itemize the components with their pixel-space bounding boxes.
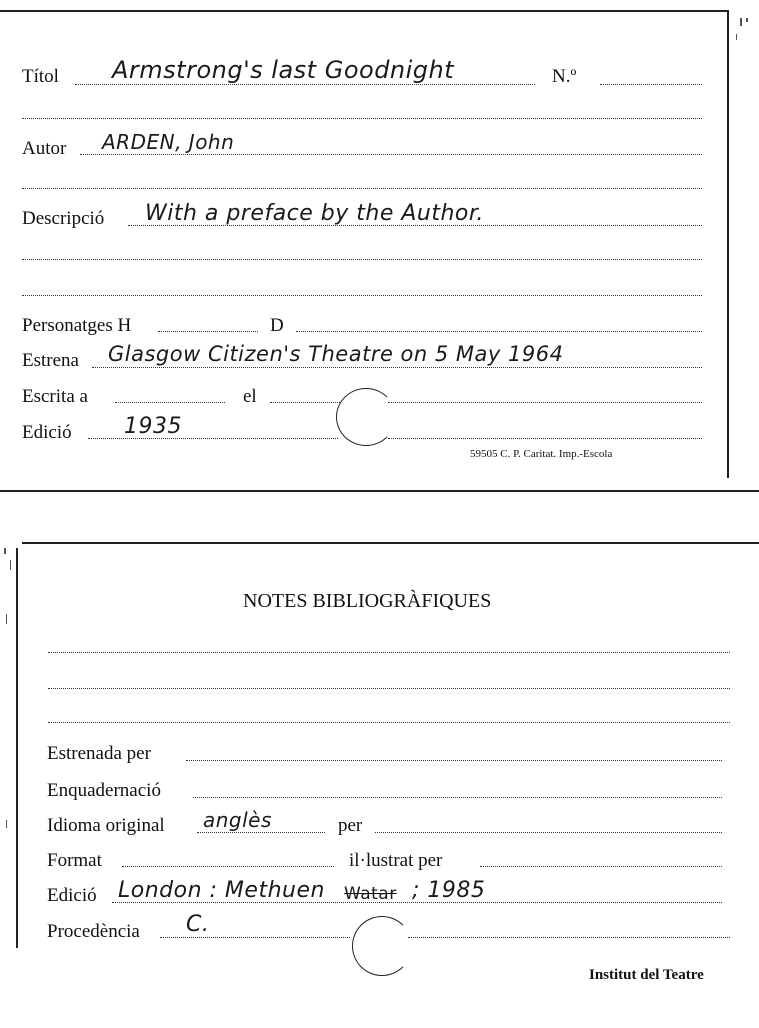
title-label: Títol (22, 66, 59, 87)
scan-speck (740, 18, 742, 26)
provenance-value: C. (186, 912, 210, 937)
edition2-value: London : Methuen (118, 878, 325, 903)
scan-speck (10, 560, 11, 570)
written-on-line (270, 402, 340, 403)
card1-top-border (0, 10, 728, 12)
description-value: With a preface by the Author. (145, 201, 484, 226)
illustrated-line (480, 866, 722, 867)
written-label: Escrita a (22, 386, 88, 407)
number-label: N.º (552, 66, 577, 87)
premiered-by-line (186, 760, 722, 761)
blank-line-2 (22, 188, 702, 189)
edition-value: 1935 (124, 414, 182, 439)
edition-label: Edició (22, 422, 72, 443)
premiered-by-label: Estrenada per (47, 743, 151, 764)
blank-line-3 (22, 259, 702, 260)
original-language-line (197, 832, 325, 833)
blank-line-1 (22, 118, 702, 119)
characters-h-label: Personatges H (22, 315, 132, 336)
illustrated-label: il·lustrat per (349, 850, 443, 871)
punch-hole-1 (336, 388, 396, 446)
card1-right-border (727, 10, 729, 478)
notes-line-2 (48, 688, 730, 689)
author-label: Autor (22, 138, 67, 159)
title-value: Armstrong's last Goodnight (112, 56, 455, 84)
printer-imprint: 59505 C. P. Caritat. Imp.-Escola (470, 448, 613, 460)
punch-hole-2 (352, 916, 412, 976)
original-language-value: anglès (203, 808, 272, 832)
scan-speck (736, 34, 737, 40)
provenance-line-2 (408, 937, 730, 938)
card1-bottom-border (0, 490, 759, 492)
binding-label: Enquadernació (47, 780, 161, 801)
written-on-line-2 (388, 402, 702, 403)
characters-d-label: D (270, 315, 284, 336)
card2-left-border (16, 548, 18, 948)
notes-heading: NOTES BIBLIOGRÀFIQUES (243, 590, 492, 612)
description-label: Descripció (22, 208, 105, 229)
institution-stamp: Institut del Teatre (589, 967, 704, 983)
edition2-year: ; 1985 (412, 878, 486, 903)
title-line (75, 84, 535, 85)
scan-speck (4, 548, 6, 554)
premiere-value: Glasgow Citizen's Theatre on 5 May 1964 (108, 342, 564, 366)
scan-speck (6, 820, 7, 828)
edition2-crossed: Watar (344, 884, 397, 904)
format-label: Format (47, 850, 102, 871)
binding-line (193, 797, 722, 798)
written-on-label: el (243, 386, 257, 407)
author-line (80, 154, 702, 155)
characters-d-line (296, 331, 702, 332)
scan-speck (746, 18, 748, 22)
by-line (375, 832, 722, 833)
by-label: per (338, 815, 363, 836)
premiere-label: Estrena (22, 350, 79, 371)
original-language-label: Idioma original (47, 815, 165, 836)
premiere-line (92, 367, 702, 368)
edition-line-2 (388, 438, 702, 439)
blank-line-4 (22, 295, 702, 296)
notes-line-1 (48, 652, 730, 653)
scan-speck (6, 614, 7, 624)
provenance-label: Procedència (47, 921, 140, 942)
characters-h-line (158, 331, 258, 332)
written-line (115, 402, 225, 403)
edition2-label: Edició (47, 885, 97, 906)
format-line (122, 866, 334, 867)
notes-line-3 (48, 722, 730, 723)
provenance-line (160, 937, 350, 938)
author-value: ARDEN, John (102, 130, 235, 154)
card2-top-border (22, 542, 759, 544)
number-line (600, 84, 702, 85)
